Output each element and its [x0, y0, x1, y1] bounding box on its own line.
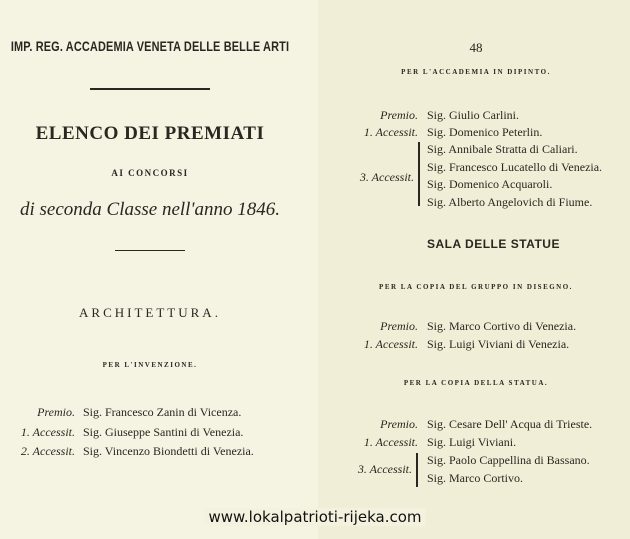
- winner-name: Sig. Paolo Cappellina di Bassano.: [427, 453, 590, 467]
- page-number: 48: [469, 40, 483, 55]
- ornament-divider-small: [115, 250, 185, 251]
- award-label: Premio.: [380, 319, 418, 333]
- title: ELENCO DEI PREMIATI: [35, 123, 265, 144]
- ornament-divider: [90, 88, 210, 90]
- brace: [416, 453, 418, 487]
- winner-name: Sig. Alberto Angelovich di Fiume.: [427, 195, 593, 209]
- subsection-heading: PER L'INVENZIONE.: [102, 361, 198, 369]
- award-label: Premio.: [380, 108, 418, 122]
- brace: [418, 142, 420, 206]
- subtitle: AI CONCORSI: [111, 168, 189, 178]
- award-label: 3. Accessit.: [357, 462, 412, 476]
- watermark: www.lokalpatrioti-rijeka.com: [204, 508, 425, 526]
- award-label: 1. Accessit.: [363, 435, 418, 449]
- winner-name: Sig. Giuseppe Santini di Venezia.: [83, 425, 244, 439]
- subsection-heading: PER LA COPIA DELLA STATUA.: [403, 379, 549, 387]
- winner-name: Sig. Giulio Carlini.: [427, 108, 520, 122]
- award-label: 1. Accessit.: [363, 125, 418, 139]
- right-page: [318, 0, 630, 539]
- section-heading: ARCHITETTURA.: [79, 305, 221, 320]
- winner-name: Sig. Francesco Lucatello di Venezia.: [427, 160, 603, 174]
- award-label: 2. Accessit.: [20, 444, 75, 458]
- award-label: 1. Accessit.: [20, 425, 75, 439]
- award-label: Premio.: [380, 417, 418, 431]
- winner-name: Sig. Marco Cortivo di Venezia.: [427, 319, 577, 333]
- section-heading: SALA DELLE STATUE: [427, 237, 560, 251]
- winner-name: Sig. Francesco Zanin di Vicenza.: [83, 405, 242, 419]
- winner-name: Sig. Domenico Peterlin.: [427, 125, 543, 139]
- winner-name: Sig. Luigi Viviani di Venezia.: [427, 337, 570, 351]
- award-label: Premio.: [37, 405, 75, 419]
- winner-name: Sig. Cesare Dell' Acqua di Trieste.: [427, 417, 593, 431]
- winner-name: Sig. Vincenzo Biondetti di Venezia.: [83, 444, 254, 458]
- subsection-heading: PER LA COPIA DEL GRUPPO IN DISEGNO.: [379, 283, 573, 291]
- winner-name: Sig. Marco Cortivo.: [427, 471, 523, 485]
- subtitle-italic: di seconda Classe nell'anno 1846.: [19, 199, 281, 220]
- subsection-heading: PER L'ACCADEMIA IN DIPINTO.: [401, 68, 551, 76]
- winner-name: Sig. Annibale Stratta di Caliari.: [427, 142, 578, 156]
- winner-name: Sig. Luigi Viviani.: [427, 435, 517, 449]
- award-label: 3. Accessit.: [359, 170, 414, 184]
- award-label: 1. Accessit.: [363, 337, 418, 351]
- winner-name: Sig. Domenico Acquaroli.: [427, 177, 553, 191]
- running-head: IMP. REG. ACCADEMIA VENETA DELLE BELLE ARTI: [10, 38, 290, 54]
